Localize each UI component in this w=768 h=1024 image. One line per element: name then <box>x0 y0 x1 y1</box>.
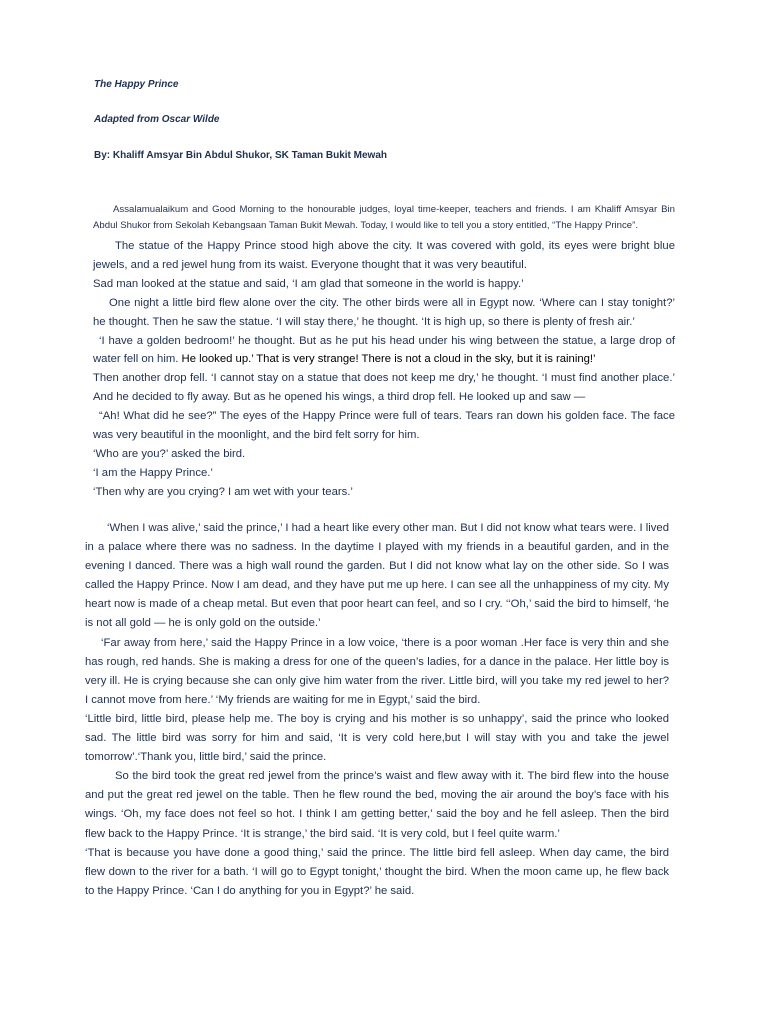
paragraph: ‘Little bird, little bird, please help me. The boy is crying and his mother is so unhappy’, said the prince who looked sad. The little bird was sorry for him and said, ‘It is very cold here,but I will stay with you and take the jewel tomorrow’.‘Thank you, little bird,’ said the prince. <box>85 712 669 764</box>
story-section-1 <box>93 202 675 502</box>
paragraph: Then another drop fell. ‘I cannot stay on a statue that does not keep me dry,’ he thought. ‘I must find another place.’ And he decided to fly away. But as he opened his wings, a third drop fell. He looked up and saw — <box>93 372 675 404</box>
paragraph: ‘That is because you have done a good thing,’ said the prince. The little bird fell asleep. When day came, the bird flew down to the river for a bath. ‘I will go to Egypt tonight,’ thought the bird. When the moon came up, he flew back to the Happy Prince. ‘Can I do anything for you in Egypt?’ he said. <box>85 846 669 897</box>
paragraph: The statue of the Happy Prince stood high above the city. It was covered with gold, its eyes were bright blue jewels, and a red jewel hung from its waist. Everyone thought that it was very beautiful. <box>93 240 675 271</box>
paragraph: One night a little bird flew alone over the city. The other birds were all in Egypt now. ‘Where can I stay tonight?’ he thought. Then he saw the statue. ‘I will stay there,’ he thought. ‘It is high up, so there is plenty of fresh air.’ <box>93 296 675 328</box>
intro-paragraph: Assalamualaikum and Good Morning to the honourable judges, loyal time-keeper, teachers and friends. I am Khaliff Amsyar Bin Abdul Shukor from Sekolah Kebangsaan Taman Bukit Mewah. Today, I would like to tell you a story entitled, “The Happy Prince”. <box>93 204 675 231</box>
paragraph: ‘Far away from here,’ said the Happy Prince in a low voice, ‘there is a poor woman .Her face is very thin and she has rough, red hands. She is making a dress for one of the queen’s ladies, for a dance in the palace. Her little boy is very ill. He is crying because she can only give him water from the river. Little bird, will you take my red jewel to her? I cannot move from here.’ ‘My friends are waiting for me in Egypt,’ said the bird. <box>85 636 669 706</box>
dialogue-line: ‘I am the Happy Prince.’ <box>93 466 213 479</box>
paragraph-part: ‘I have a golden bedroom!’ he thought. But as he put his head under his wing between the statue, a large drop of water fell on him. <box>93 334 675 366</box>
dialogue-line: ‘Then why are you crying? I am wet with your tears.’ <box>93 485 353 498</box>
story-subtitle: Adapted from Oscar Wilde <box>94 114 220 125</box>
paragraph-part-highlight: He looked up.’ That is very strange! There is not a cloud in the sky, but it is raining!’ <box>178 353 596 366</box>
story-title: The Happy Prince <box>94 79 179 90</box>
paragraph: “Ah! What did he see?” The eyes of the Happy Prince were full of tears. Tears ran down his golden face. The face was very beautiful in the moonlight, and the bird felt sorry for him. <box>93 410 675 442</box>
paragraph: ‘When I was alive,’ said the prince,’ I had a heart like every other man. But I did not know what tears were. I lived in a palace where there was no sadness. In the daytime I played with my friends in a beautiful garden, and in the evening I danced. There was a high wall round the garden. But I did not know what lay on the other side. So I was called the Happy Prince. Now I am dead, and they have put me up here. I can see all the unhappiness of my city. My heart now is made of a cheap metal. But even that poor heart can feel, and so I cry. ‘‘Oh,’ said the bird to himself, ‘he is not all gold — he is only gold on the outside.’ <box>85 522 669 630</box>
paragraph: So the bird took the great red jewel from the prince’s waist and flew away with it. The bird flew into the house and put the great red jewel on the table. Then he flew round the bed, moving the air around the boy’s face with his wings. ‘Oh, my face does not feel so hot. I think I am getting better,’ said the boy and he fell asleep. Then the bird flew back to the Happy Prince. ‘It is strange,’ the bird said. ‘It is very cold, but I feel quite warm.’ <box>85 770 669 840</box>
dialogue-line: ‘Who are you?’ asked the bird. <box>93 447 246 460</box>
story-section-2 <box>85 519 669 901</box>
author-byline: By: Khaliff Amsyar Bin Abdul Shukor, SK Taman Bukit Mewah <box>94 150 388 161</box>
paragraph <box>93 332 675 370</box>
paragraph: Sad man looked at the statue and said, ‘I am glad that someone in the world is happy.’ <box>93 277 524 290</box>
